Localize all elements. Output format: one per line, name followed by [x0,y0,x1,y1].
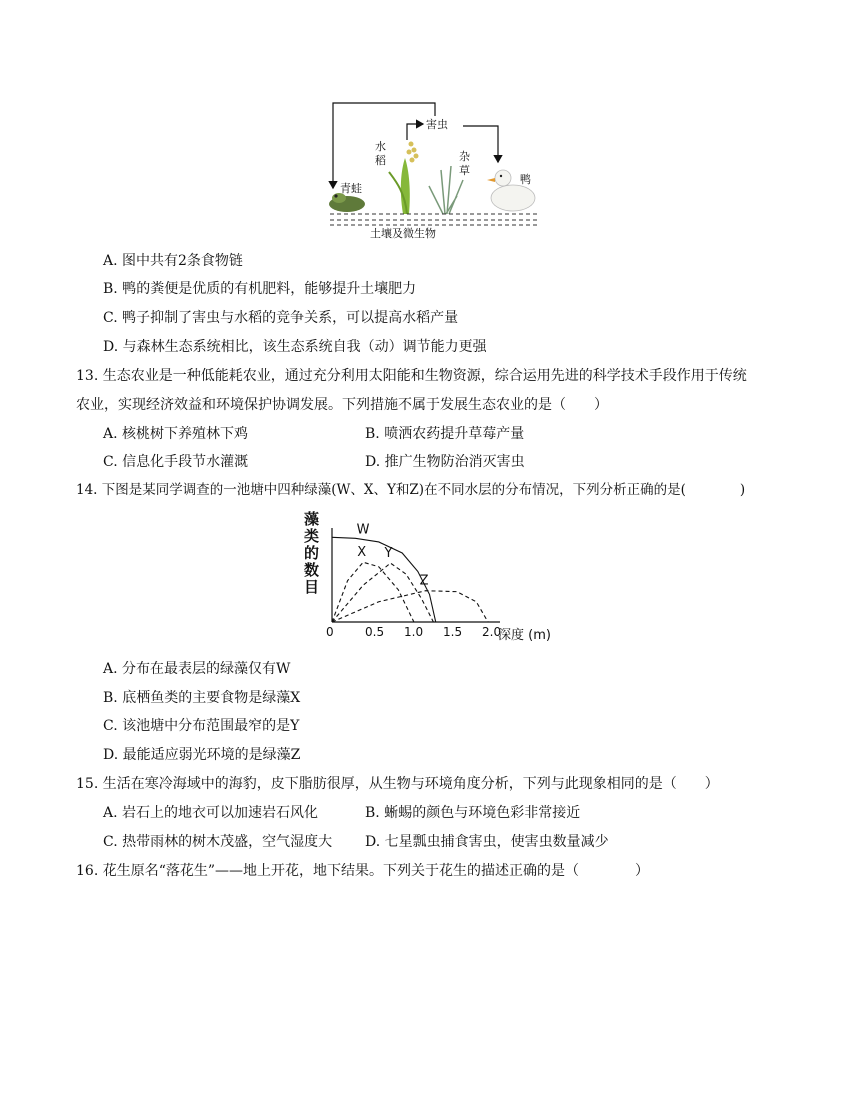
series-label-x: X [357,545,367,561]
rice-plant-icon [389,142,419,215]
series-lines [332,522,488,622]
q12-option-c: C. 鸭子抑制了害虫与水稻的竞争关系，可以提高水稻产量 [103,310,459,326]
weed-label-2: 草 [459,164,470,177]
x-tick-label: 1.5 [443,625,463,639]
y-label-char: 类 [304,527,320,545]
q12-option-b: B. 鸭的粪便是优质的有机肥料，能够提升土壤肥力 [103,281,417,297]
y-label-char: 的 [304,544,320,562]
q13-option-b: B. 喷洒农药提升草莓产量 [365,426,525,442]
q15-option-b: B. 蜥蜴的颜色与环境色彩非常接近 [365,805,581,821]
weed-label-1: 杂 [459,150,470,163]
y-label-char: 藻 [304,510,320,528]
q15-option-c: C. 热带雨林的树木茂盛，空气湿度大 [103,834,333,850]
duck-label: 鸭 [520,173,531,186]
q13-option-c: C. 信息化手段节水灌溉 [103,454,249,470]
frog-icon [329,193,365,212]
x-tick-label: 2.0 [482,625,502,639]
q15-option-a: A. 岩石上的地衣可以加速岩石风化 [103,805,319,821]
q13-option-d: D. 推广生物防治消灭害虫 [365,454,525,470]
soil-label: 土壤及微生物 [370,227,436,240]
q14-stem: 14. 下图是某同学调查的一池塘中四种绿藻(W、X、Y和Z)在不同水层的分布情况，下列分析正确的是( ) [76,482,746,498]
q13-option-a: A. 核桃树下养殖林下鸡 [103,426,249,442]
weed-icon [429,166,463,214]
food-web-figure [325,100,550,242]
x-tick-label: 0.5 [365,625,385,639]
frog-label: 青蛙 [340,182,362,195]
series-line-x [332,562,414,622]
q13-stem-line1: 13. 生态农业是一种低能耗农业，通过充分利用太阳能和生物资源，综合运用先进的科学技术手段作用于传统 [76,368,747,384]
y-axis-label [304,510,319,596]
x-axis-label: 深度 (m) [498,628,551,643]
rice-label-1: 水 [375,140,386,153]
q15-stem: 15. 生活在寒冷海域中的海豹，皮下脂肪很厚，从生物与环境角度分析，下列与此现象相同的是（ ） [76,776,719,792]
q14-option-b: B. 底栖鱼类的主要食物是绿藻X [103,690,301,706]
x-tick-label: 0 [326,625,334,639]
pest-label: 害虫 [426,118,448,131]
q14-option-c: C. 该池塘中分布范围最窄的是Y [103,718,300,734]
q16-stem: 16. 花生原名“落花生”——地上开花，地下结果。下列关于花生的描述正确的是（ ） [76,863,650,879]
x-tick-labels [326,625,501,639]
series-line-z [332,591,488,622]
q12-option-d: D. 与森林生态系统相比，该生态系统自我（动）调节能力更强 [103,339,487,355]
y-label-char: 数 [304,561,320,579]
rice-label-2: 稻 [375,154,386,167]
q15-option-d: D. 七星瓢虫捕食害虫，使害虫数量减少 [365,834,609,850]
series-label-w: W [356,522,370,538]
q14-option-a: A. 分布在最表层的绿藻仅有W [103,661,291,677]
y-label-char: 目 [304,578,320,596]
series-label-z: Z [419,573,429,589]
q13-stem-line2: 农业，实现经济效益和环境保护协调发展。下列措施不属于发展生态农业的是（ ） [76,397,608,413]
x-tick-label: 1.0 [404,625,424,639]
algae-depth-chart [300,508,570,648]
q12-option-a: A. 图中共有2条食物链 [103,253,243,269]
q14-option-d: D. 最能适应弱光环境的是绿藻Z [103,747,301,763]
series-label-y: Y [384,546,393,562]
